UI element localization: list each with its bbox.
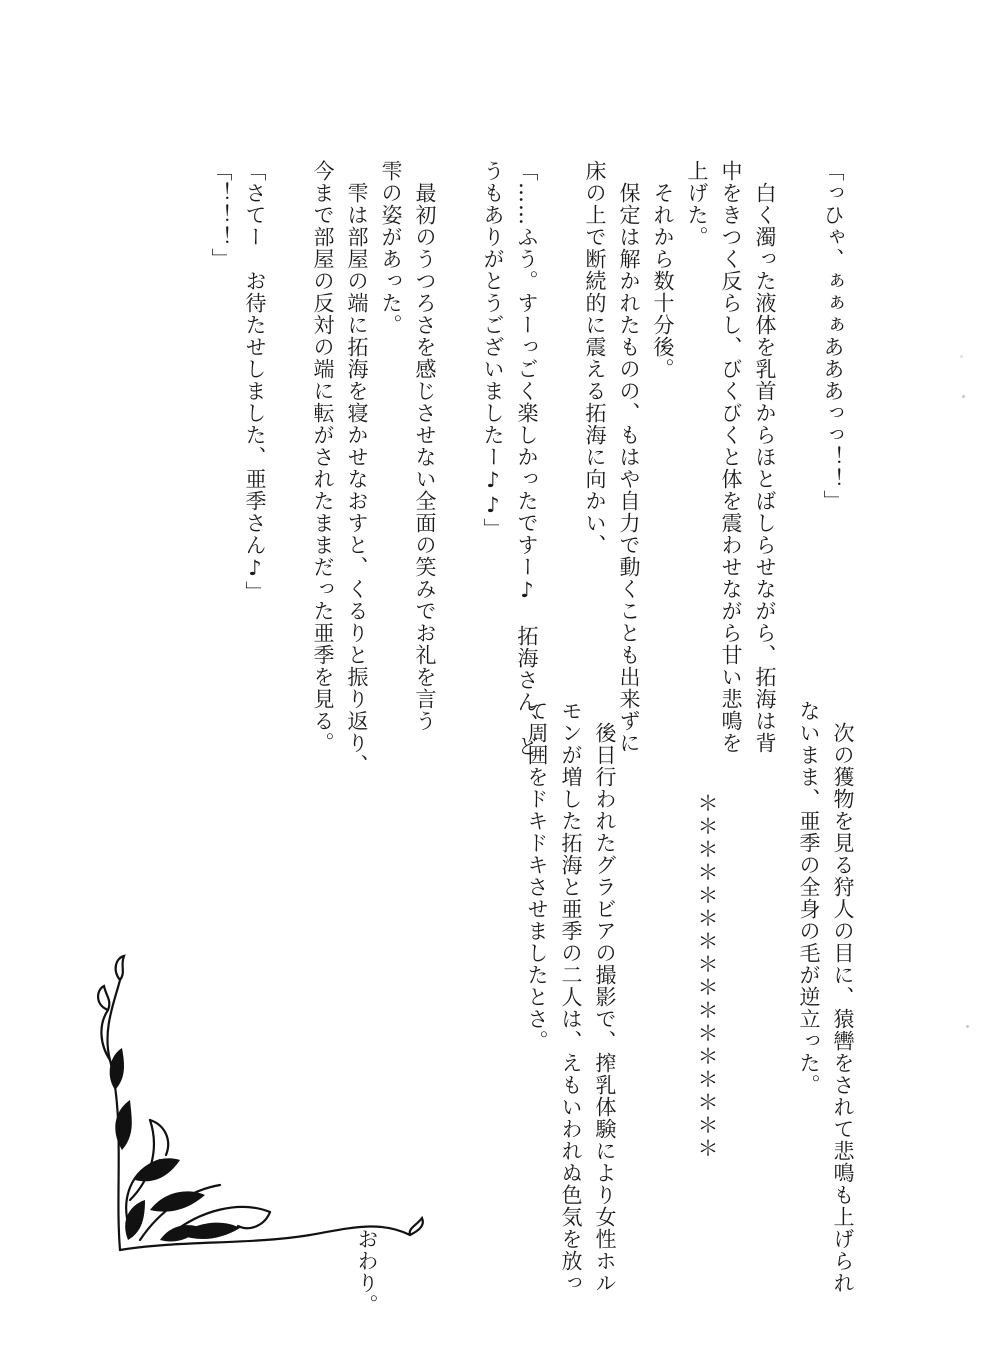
text-line: 「……ふう。すーっごく楽しかったですー♪ 拓海さん、ど <box>515 160 539 757</box>
blank-line <box>724 700 758 1260</box>
text-line: 「っひゃ、ぁぁぁあああっっ！！」 <box>821 160 845 512</box>
text-line: 後日行われたグラビアの撮影で、搾乳体験により女性ホル <box>593 700 617 1294</box>
text-line: 保定は解かれたものの、もはや自力で動くことも出来ずに <box>617 160 641 754</box>
text-line: 今まで部屋の反対の端に転がされたままだった亜季を見る。 <box>311 160 335 754</box>
text-line: 上げた。 <box>685 160 709 248</box>
text-line: 次の獲物を見る狩人の目に、猿轡をされて悲鳴も上げられ <box>831 700 855 1294</box>
blank-line <box>272 160 306 680</box>
text-line: ＊＊＊＊＊＊＊＊＊＊＊＊＊＊＊＊ <box>695 700 719 1160</box>
text-line: 「！！！」 <box>209 160 233 270</box>
blank-line <box>452 700 486 1260</box>
text-line: 白く濁った液体を乳首からほとばしらせながら、拓海は背 <box>753 160 777 754</box>
scan-speck <box>960 355 963 358</box>
scan-speck <box>966 1025 969 1028</box>
text-line: て周囲をドキドキさせましたとさ。 <box>525 700 549 1052</box>
text-line: 最初のうつろさを感じさせない全面の笑みでお礼を言う <box>413 160 437 732</box>
scan-speck <box>962 395 965 398</box>
text-line: それから数十分後。 <box>651 160 675 380</box>
text-line: 雫の姿があった。 <box>379 160 403 336</box>
text-line: モンが増した拓海と亜季の二人は、えもいわれぬ色気を放っ <box>559 700 583 1294</box>
text-line: 「さてー お待たせしました、亜季さん♪」 <box>243 160 267 603</box>
text-line: 床の上で断続的に震える拓海に向かい、 <box>583 160 607 556</box>
floral-corner-ornament-icon <box>90 950 430 1270</box>
text-line: おわり。 <box>355 700 379 1316</box>
blank-line <box>758 700 792 1260</box>
blank-line <box>544 160 578 680</box>
blank-line <box>782 160 816 680</box>
blank-line <box>656 700 690 1260</box>
top-text-block <box>204 160 850 776</box>
blank-line <box>486 700 520 1260</box>
blank-line <box>442 160 476 680</box>
text-line: ないまま、亜季の全身の毛が逆立った。 <box>797 700 821 1096</box>
text-line: うもありがとうございましたー♪♪」 <box>481 160 505 540</box>
text-line: 中をきつく反らし、びくびくと体を震わせながら甘い悲鳴を <box>719 160 743 754</box>
text-line: 雫は部屋の端に拓海を寝かせなおすと、くるりと振り返り、 <box>345 160 369 776</box>
blank-line <box>622 700 656 1260</box>
